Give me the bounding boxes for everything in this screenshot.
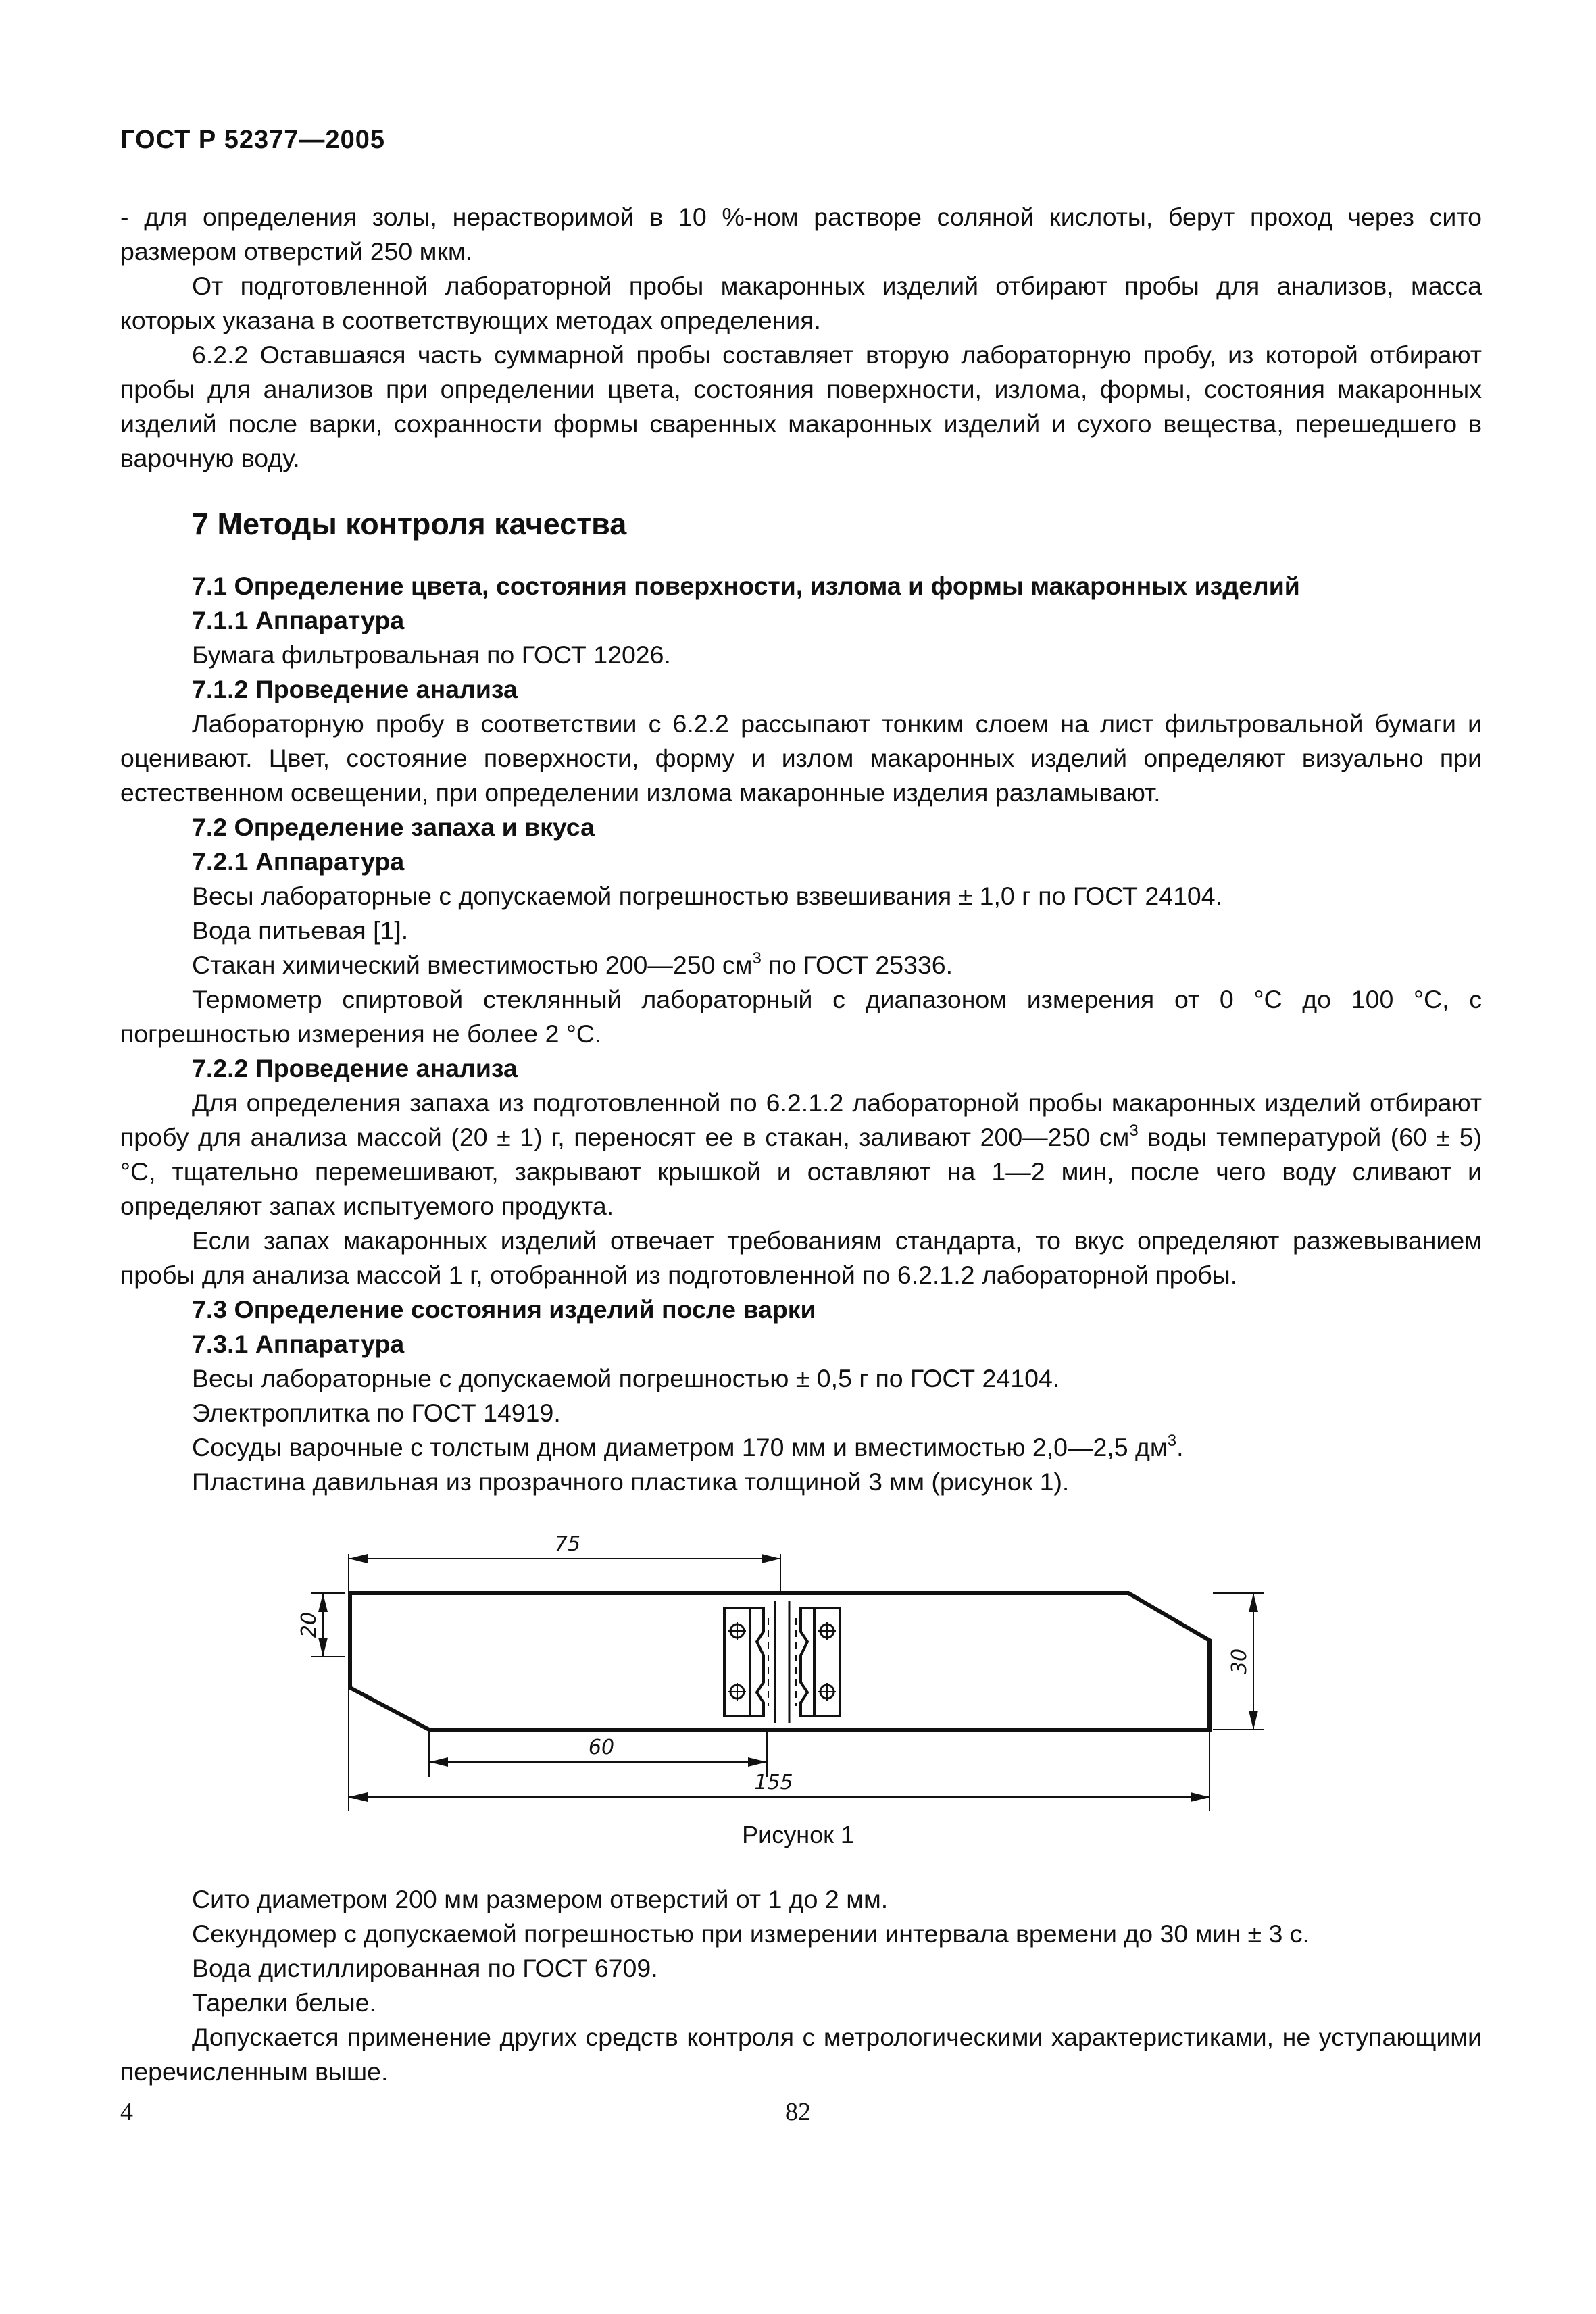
text-part: воды температурой (60 ± 5) °С, тщательно перемешивают, закрывают крышкой и оставляют на 1—2 мин, после чего воду сливают и определяют запах испытуемого продукта. [120,1123,1482,1220]
paragraph: Допускается применение других средств контроля с метрологическими характеристиками, не уступающими перечисленным выше. [120,2023,1482,2086]
sheet-number: 82 [785,2098,811,2126]
subsection-heading: 7.3 Определение состояния изделий после варки [192,1295,816,1324]
subsection-heading: 7.2.1 Аппаратура [192,847,405,876]
paragraph: Если запах макаронных изделий отвечает требованиям стандарта, то вкус определяют разжевыванием пробы для анализа массой 1 г, отобранной из подготовленной по 6.2.1.2 лабораторной пробы. [120,1226,1482,1289]
paragraph: Секундомер с допускаемой погрешностью при измерении интервала времени до 30 мин ± 3 с. [192,1919,1310,1948]
dimension-label-20: 20 [297,1611,321,1638]
subsection-heading: 7.2 Определение запаха и вкуса [192,813,595,841]
dimension-label-30: 30 [1228,1648,1251,1675]
superscript: 3 [752,949,762,967]
text-part: по ГОСТ 25336. [761,951,953,979]
text-part: . [1176,1433,1184,1461]
paragraph: Электроплитка по ГОСТ 14919. [192,1399,561,1427]
figure-caption: Рисунок 1 [742,1821,854,1848]
main-text [120,200,1482,1499]
paragraph: Тарелки белые. [192,1988,376,2017]
document-code-header: ГОСТ Р 52377—2005 [120,126,385,154]
paragraph [120,1086,1482,1224]
main-text-continued [120,1882,1482,2089]
paragraph: Вода дистиллированная по ГОСТ 6709. [192,1954,658,1982]
text-part: Для определения запаха из подготовленной по 6.2.1.2 лабораторной пробы макаронных изделий отбирают пробу для анализа массой (20 ± 1) г, переносят ее в стакан, заливают 200—250 см [120,1088,1482,1151]
paragraph: Бумага фильтровальная по ГОСТ 12026. [192,640,671,669]
paragraph: - для определения золы, нерастворимой в 10 %-ном растворе соляной кислоты, берут проход через сито размером отверстий 250 мкм. [120,203,1482,266]
paragraph [120,1430,1482,1465]
section-title: 7 Методы контроля качества [192,507,627,541]
paragraph: Пластина давильная из прозрачного пластика толщиной 3 мм (рисунок 1). [192,1467,1070,1496]
paragraph: Вода питьевая [1]. [192,916,409,945]
paragraph: 6.2.2 Оставшаяся часть суммарной пробы составляет вторую лабораторную пробу, из которой отбирают пробы для анализов при определении цвета, состояния поверхности, излома, формы, состояния макаронных изделий после варки, сохранности формы сваренных макаронных изделий и сухого вещества, перешедшего в варочную воду. [120,341,1482,472]
paragraph: От подготовленной лабораторной пробы макаронных изделий отбирают пробы для анализов, масса которых указана в соответствующих методах определения. [120,272,1482,334]
subsection-heading: 7.1.2 Проведение анализа [192,675,518,703]
subsection-heading: 7.1 Определение цвета, состояния поверхности, излома и формы макаронных изделий [192,572,1300,600]
paragraph: Термометр спиртовой стеклянный лабораторный с диапазоном измерения от 0 °С до 100 °С, с погрешностью измерения не более 2 °С. [120,985,1482,1048]
press-plate-drawing [297,1513,1297,1851]
superscript: 3 [1167,1432,1177,1450]
subsection-heading: 7.2.2 Проведение анализа [192,1054,518,1082]
dimension-label-75: 75 [554,1532,581,1556]
paragraph: Весы лабораторные с допускаемой погрешностью ± 0,5 г по ГОСТ 24104. [192,1364,1060,1392]
page-number: 4 [120,2098,133,2126]
superscript: 3 [1129,1122,1139,1140]
paragraph: Сито диаметром 200 мм размером отверстий от 1 до 2 мм. [192,1885,889,1913]
hinge-icon [724,1601,840,1723]
subsection-heading: 7.3.1 Аппаратура [192,1330,405,1358]
dimension-label-155: 155 [754,1771,793,1794]
paragraph: Лабораторную пробу в соответствии с 6.2.2 рассыпают тонким слоем на лист фильтровальной бумаги и оценивают. Цвет, состояние поверхности, форму и излом макаронных изделий определяют визуально при естественном освещении, при определении излома макаронные изделия разламывают. [120,709,1482,807]
text-part: Сосуды варочные с толстым дном диаметром 170 мм и вместимостью 2,0—2,5 дм [192,1433,1168,1461]
plate-outline [350,1593,1210,1730]
dimension-label-60: 60 [588,1736,615,1759]
text-part: Стакан химический вместимостью 200—250 см [192,951,753,979]
paragraph: Весы лабораторные с допускаемой погрешностью взвешивания ± 1,0 г по ГОСТ 24104. [192,882,1223,910]
subsection-heading: 7.1.1 Аппаратура [192,606,405,634]
paragraph [120,948,1482,982]
